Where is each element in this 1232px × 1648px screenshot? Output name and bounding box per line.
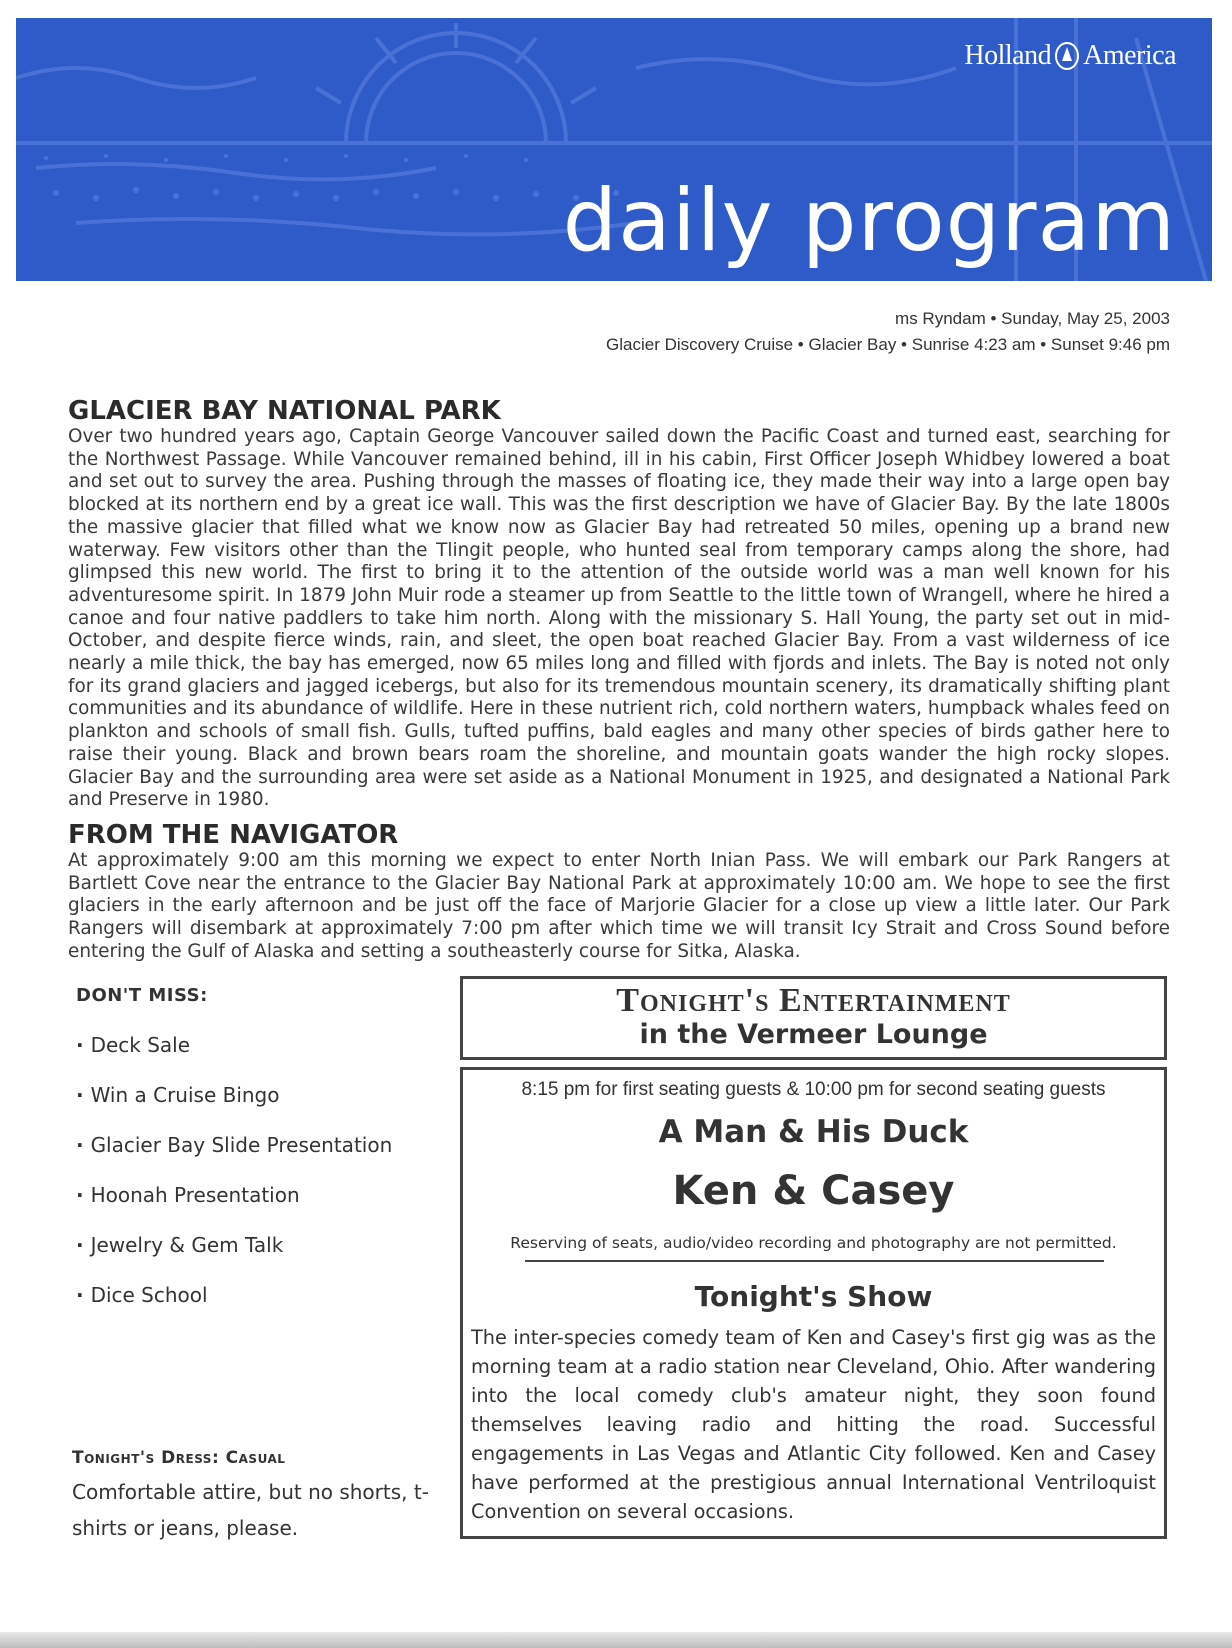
list-item: · Hoonah Presentation — [76, 1180, 392, 1230]
page-edge — [0, 1632, 1232, 1648]
brand-right: America — [1083, 40, 1176, 71]
entertainment-header — [460, 976, 1167, 1060]
ship-emblem-icon — [1054, 41, 1080, 71]
glacier-bay-text: Over two hundred years ago, Captain George Vancouver sailed down the Pacific Coast and turned east, searching for the Northwest Passage. While Vancouver remained behind, ill in his cabin, First Officer Joseph Whidbey lowered a boat and set out to survey the area. Pushing through the masses of floating ice, they made their way into a large open bay blocked at its northern end by a great ice wall. This was the first description we have of Glacier Bay. By the late 1800s the massive glacier that filled what we know now as Glacier Bay had retreated 50 miles, opening up a brand new waterway. Few visitors other than the Tlingit people, who hunted seal from temporary camps along the shore, had glimpsed this new world. The first to bring it to the attention of the outside world was a man well known for his adventuresome spirit. In 1879 John Muir rode a steamer up from Seattle to the little town of Wrangell, where he hired a canoe and four native paddlers to take him north. Along with the missionary S. Hall Young, the party set out in mid-October, and despite fierce winds, rain, and sleet, the open boat reached Glacier Bay. From a vast wilderness of ice nearly a mile thick, the bay has emerged, now 65 miles long and filled with fjords and inlets. The Bay is noted not only for its grand glaciers and jagged icebergs, but also for its tremendous mountain scenery, its dramatically shifting plant communities and its abundance of wildlife. Here in these nutrient rich, cold northern waters, humpback whales feed on plankton and schools of small fish. Gulls, tufted puffins, bald eagles and many other species of birds gather here to raise their young. Black and brown bears roam the shoreline, and mountain goats wander the high rocky slopes. Glacier Bay and the surrounding area were set aside as a National Monument in 1925, and designated a National Park and Preserve in 1980. — [68, 426, 1170, 811]
show-description: The inter-species comedy team of Ken and Casey's first gig was as the morning team at a radio station near Cleveland, Ohio. After wandering into the local comedy club's amateur night, they soon found themselves leaving radio and hitting the road. Successful engagements in Las Vegas and Atlantic City followed. Ken and Casey have performed at the prestigious annual International Ventriloquist Convention on several occasions. — [471, 1326, 1156, 1523]
show-heading: Tonight's Show — [694, 1280, 933, 1313]
act-title: A Man & His Duck — [658, 1114, 969, 1150]
show-times: 8:15 pm for first seating guests & 10:00 pm for second seating guests — [521, 1079, 1106, 1100]
dress-code-heading: Tonight's Dress: Casual — [72, 1448, 286, 1468]
dont-miss-list — [76, 1030, 392, 1330]
dress-code-text: Comfortable attire, but no shorts, t-shirts or jeans, please. — [72, 1480, 429, 1540]
itinerary-line: Glacier Discovery Cruise • Glacier Bay • Sunrise 4:23 am • Sunset 9:46 pm — [606, 335, 1170, 354]
voyage-info — [606, 306, 1170, 358]
entertainment-details — [460, 1067, 1167, 1539]
glacier-bay-heading: GLACIER BAY NATIONAL PARK — [68, 396, 501, 426]
performer-name: Ken & Casey — [672, 1168, 955, 1214]
list-item: · Glacier Bay Slide Presentation — [76, 1130, 392, 1180]
header-banner — [16, 18, 1212, 281]
recording-notice: Reserving of seats, audio/video recording and photography are not permitted. — [510, 1234, 1117, 1252]
entertainment-title: Tonight's Entertainment — [616, 982, 1011, 1019]
list-item: · Jewelry & Gem Talk — [76, 1230, 392, 1280]
list-item: · Deck Sale — [76, 1030, 392, 1080]
brand-left: Holland — [964, 40, 1052, 71]
navigator-text: At approximately 9:00 am this morning we expect to enter North Inian Pass. We will embark our Park Rangers at Bartlett Cove near the entrance to the Glacier Bay National Park at approximately 10:00 am. We hope to see the first glaciers in the early afternoon and be just off the face of Marjorie Glacier for a close up view a little later. Our Park Rangers will disembark at approximately 7:00 pm after which time we will transit Icy Strait and Cross Sound before entering the Gulf of Alaska and setting a southeasterly course for Sitka, Alaska. — [68, 850, 1170, 962]
entertainment-venue: in the Vermeer Lounge — [639, 1019, 988, 1050]
dont-miss-heading: DON'T MISS: — [76, 985, 208, 1006]
page-title: daily program — [562, 171, 1176, 271]
list-item: · Win a Cruise Bingo — [76, 1080, 392, 1130]
holland-america-logo — [964, 40, 1176, 72]
divider — [525, 1260, 1104, 1262]
ship-date-line: ms Ryndam • Sunday, May 25, 2003 — [895, 309, 1170, 328]
navigator-heading: FROM THE NAVIGATOR — [68, 820, 399, 850]
list-item: · Dice School — [76, 1280, 392, 1330]
